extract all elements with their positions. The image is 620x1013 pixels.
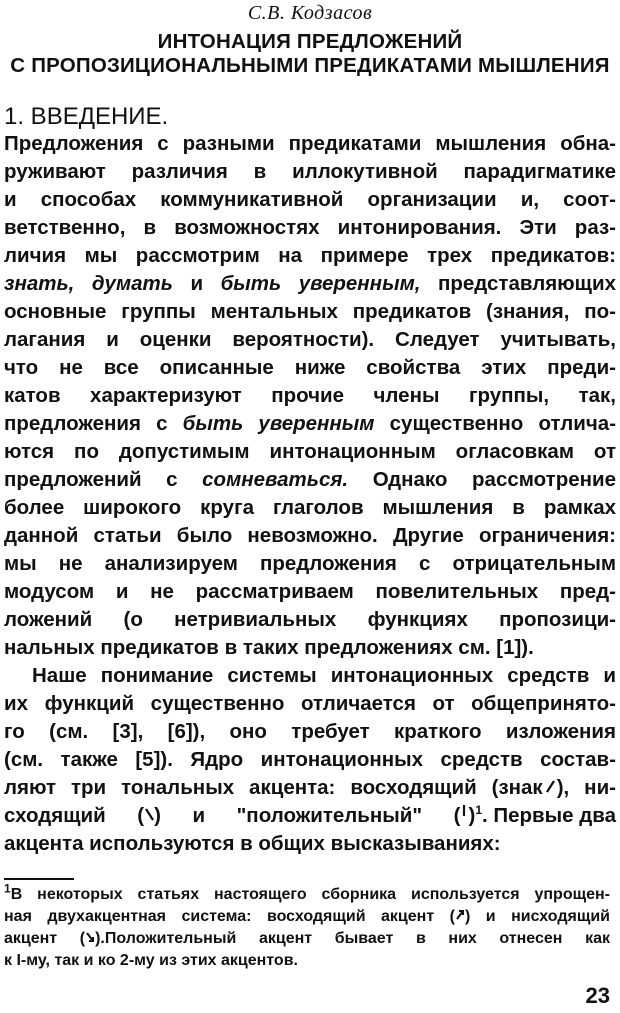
text-line: нальных предикатов в таких предложениях см. [1]). xyxy=(4,636,534,659)
footnote-divider xyxy=(4,878,74,880)
title-line-2: С ПРОПОЗИЦИОНАЛЬНЫМИ ПРЕДИКАТАМИ МЫШЛЕНИЯ xyxy=(10,54,610,77)
text-line: данной статьи было невозможно. Другие ограничения: xyxy=(4,524,616,547)
falling-arrow-accent-icon: ( ) xyxy=(79,930,101,947)
text-fragment: В некоторых статьях настоящего сборника используется упрощен- xyxy=(10,886,610,903)
text-line: акцента используются в общих высказываниях: xyxy=(4,832,501,855)
rising-arrow-accent-icon: ( ) xyxy=(449,908,471,925)
text-line xyxy=(4,410,616,438)
text-fragment: . Первые два xyxy=(482,804,617,827)
text-line: модусом и не рассматриваем повелительных пред- xyxy=(4,580,616,603)
author-name: С.В. Кодзасов xyxy=(247,2,373,24)
text-line: Наше понимание системы интонационных средств и xyxy=(32,664,616,687)
title-line-1: ИНТОНАЦИЯ ПРЕДЛОЖЕНИЙ xyxy=(157,30,463,53)
text-fragment: предложения с xyxy=(4,412,168,435)
text-line: ветственно, в возможностях интонирования. Эти раз- xyxy=(4,216,616,239)
text-line xyxy=(4,270,616,298)
text-line xyxy=(4,466,616,494)
footnote-marker: 1 xyxy=(4,881,11,896)
text-fragment: представляющих xyxy=(437,272,616,295)
text-line: ются по допустимым интонационным огласовкам от xyxy=(4,440,616,463)
text-fragment: предложений с xyxy=(4,468,178,491)
article-title xyxy=(0,30,620,78)
italic-term: быть уверенным xyxy=(182,412,375,435)
footnote-line xyxy=(4,881,610,906)
rising-accent-icon xyxy=(543,774,557,802)
text-line: что не все описанные ниже свойства этих преди- xyxy=(4,356,616,379)
positive-accent-icon: ( )$^1$. Первые два xyxy=(453,803,617,827)
text-line: го (см. [3], [6]), оно требует краткого изложения xyxy=(4,720,616,743)
text-fragment: и нисходящий xyxy=(485,908,611,925)
text-line: и способах коммуникативной организации и, соот- xyxy=(4,188,616,211)
text-line: лагания и оценки вероятности). Следует учитывать, xyxy=(4,328,616,351)
text-line: основные группы ментальных предикатов (знания, по- xyxy=(4,300,616,323)
text-line: личия мы рассмотрим на примере трех предикатов: xyxy=(4,244,616,267)
text-line: (см. также [5]). Ядро интонационных средств состав- xyxy=(4,748,616,771)
text-fragment: ляют три тональных акцента: восходящий (знак xyxy=(4,776,543,799)
falling-accent-icon: ( ) xyxy=(137,804,161,827)
text-fragment: акцент xyxy=(4,930,58,947)
footnote-line xyxy=(4,906,610,928)
text-fragment: сходящий xyxy=(4,804,106,827)
italic-term: быть уверенным, xyxy=(220,272,421,295)
text-fragment: и "положительный" xyxy=(192,804,423,827)
text-line: Предложения с разными предикатами мышления обна- xyxy=(4,132,616,155)
text-line: руживают различия в иллокутивной парадигматике xyxy=(4,160,616,183)
text-line: более широкого круга глаголов мышления в рамках xyxy=(4,496,616,519)
text-fragment: ), ни- xyxy=(556,776,616,799)
italic-term: знать, думать xyxy=(4,272,173,295)
italic-term: сомневаться. xyxy=(202,468,349,491)
text-line: ложений (о нетривиальных функциях пропозици- xyxy=(4,608,616,631)
footnote-ref[interactable]: 1 xyxy=(475,803,482,818)
text-line: мы не анализируем предложения с отрицательным xyxy=(4,552,616,575)
section-heading: 1. ВВЕДЕНИЕ. xyxy=(4,103,169,130)
text-fragment: и xyxy=(190,272,204,295)
text-fragment: .Положительный акцент бывает в них отнесен как xyxy=(100,930,610,947)
text-fragment: существенно отлича- xyxy=(389,412,617,435)
text-fragment: Однако рассмотрение xyxy=(372,468,617,491)
page-number: 23 xyxy=(585,983,610,1008)
text-fragment: ная двухакцентная система: восходящий акцент xyxy=(4,908,435,925)
footnote-line xyxy=(4,928,610,950)
text-line xyxy=(4,774,616,802)
text-line xyxy=(4,802,616,830)
text-line: их функций существенно отличается от общепринято- xyxy=(4,692,616,715)
footnote-line: к I-му, так и ко 2-му из этих акцентов. xyxy=(4,952,298,969)
text-line: катов характеризуют прочие члены группы, так, xyxy=(4,384,616,407)
